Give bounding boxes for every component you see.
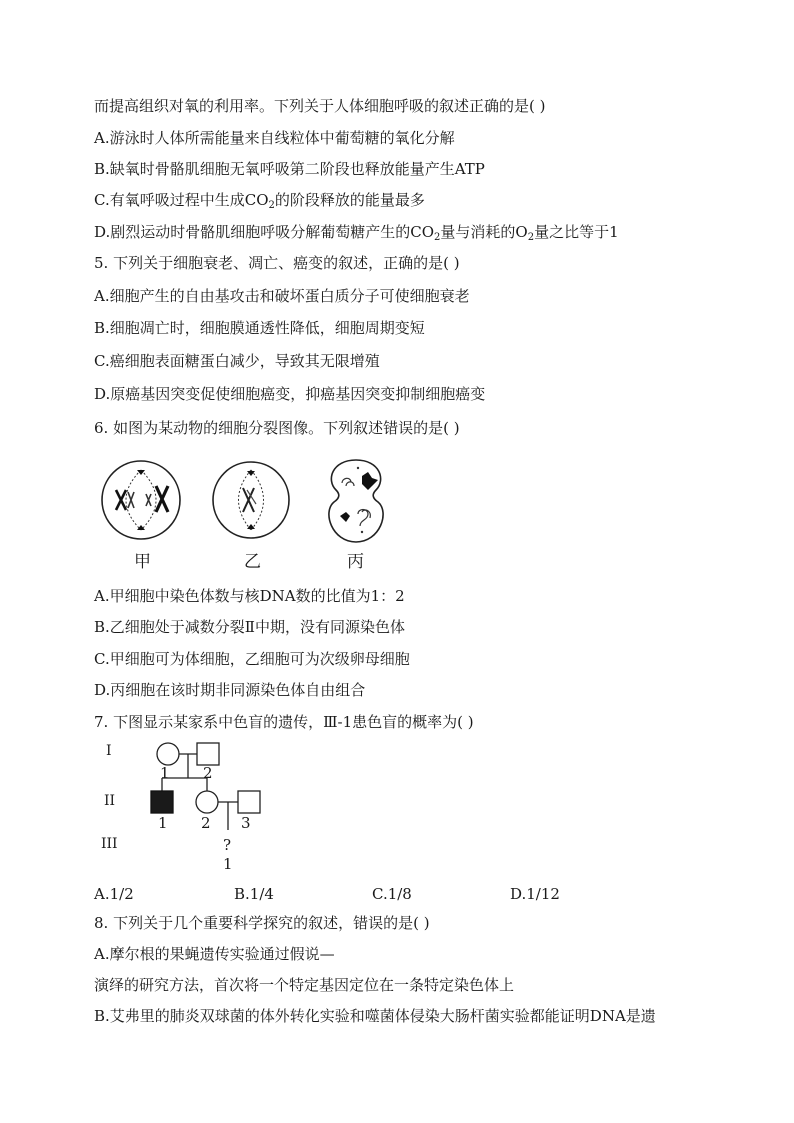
option-line: A.甲细胞中染色体数与核DNA数的比值为1：2 [94,587,405,605]
option-b: B.1/4 [234,885,274,903]
question-5: 5. 下列关于细胞衰老、凋亡、癌变的叙述，正确的是( ) [94,254,460,272]
male-i2 [197,743,219,765]
pedigree-number: 2 [201,814,211,832]
cell-jia [102,461,180,539]
generation-label: II [104,793,116,809]
question-6: 6. 如图为某动物的细胞分裂图像。下列叙述错误的是( ) [94,419,460,437]
label-jia: 甲 [134,552,151,572]
cell-bing [329,460,383,542]
option-line: A.摩尔根的果蝇遗传实验通过假说— [94,945,335,963]
option-line: A.游泳时人体所需能量来自线粒体中葡萄糖的氧化分解 [94,129,455,147]
generation-label: III [101,836,118,852]
pedigree-number: 2 [203,764,213,782]
question-7: 7. 下图显示某家系中色盲的遗传，Ⅲ-1患色盲的概率为( ) [94,713,474,731]
option-d: D.1/12 [510,885,560,903]
option-line: B.乙细胞处于减数分裂Ⅱ中期，没有同源染色体 [94,618,405,636]
pedigree-number: ? [223,836,232,854]
pedigree-number: 1 [160,764,170,782]
option-line: D.剧烈运动时骨骼肌细胞呼吸分解葡萄糖产生的$CO_2$量与消耗的$O_2$量之比等于1 [94,223,619,243]
pedigree-number: 1 [158,814,168,832]
label-yi: 乙 [244,552,261,572]
generation-label: I [106,743,112,759]
pedigree-number: 1 [223,855,233,873]
label-bing: 丙 [347,552,364,572]
option-line: B.细胞凋亡时，细胞膜通透性降低，细胞周期变短 [94,319,425,337]
option-line: C.甲细胞可为体细胞，乙细胞可为次级卵母细胞 [94,650,410,668]
affected-male-ii1 [151,791,173,813]
option-line: C.癌细胞表面糖蛋白减少，导致其无限增殖 [94,352,380,370]
option-line: A.细胞产生的自由基攻击和破坏蛋白质分子可使细胞衰老 [94,287,470,305]
option-line: B.缺氧时骨骼肌细胞无氧呼吸第二阶段也释放能量产生ATP [94,160,485,178]
option-c: C.1/8 [372,885,412,903]
option-line: C.有氧呼吸过程中生成$CO_2$的阶段释放的能量最多 [94,191,425,211]
option-line: D.原癌基因突变促使细胞癌变，抑癌基因突变抑制细胞癌变 [94,385,486,403]
option-a: A.1/2 [94,885,134,903]
option-line: D.丙细胞在该时期非同源染色体自由组合 [94,681,366,699]
question-8: 8. 下列关于几个重要科学探究的叙述，错误的是( ) [94,914,430,932]
cell-yi [213,462,289,538]
text-line: 而提高组织对氧的利用率。下列关于人体细胞呼吸的叙述正确的是( ) [94,97,546,115]
option-line: 演绎的研究方法，首次将一个特定基因定位在一条特定染色体上 [94,976,515,994]
pedigree-number: 3 [241,814,251,832]
female-i1 [157,743,179,765]
male-ii3 [238,791,260,813]
female-ii2 [196,791,218,813]
cell-division-figure [96,456,396,546]
option-line: B.艾弗里的肺炎双球菌的体外转化实验和噬菌体侵染大肠杆菌实验都能证明DNA是遗 [94,1007,656,1025]
